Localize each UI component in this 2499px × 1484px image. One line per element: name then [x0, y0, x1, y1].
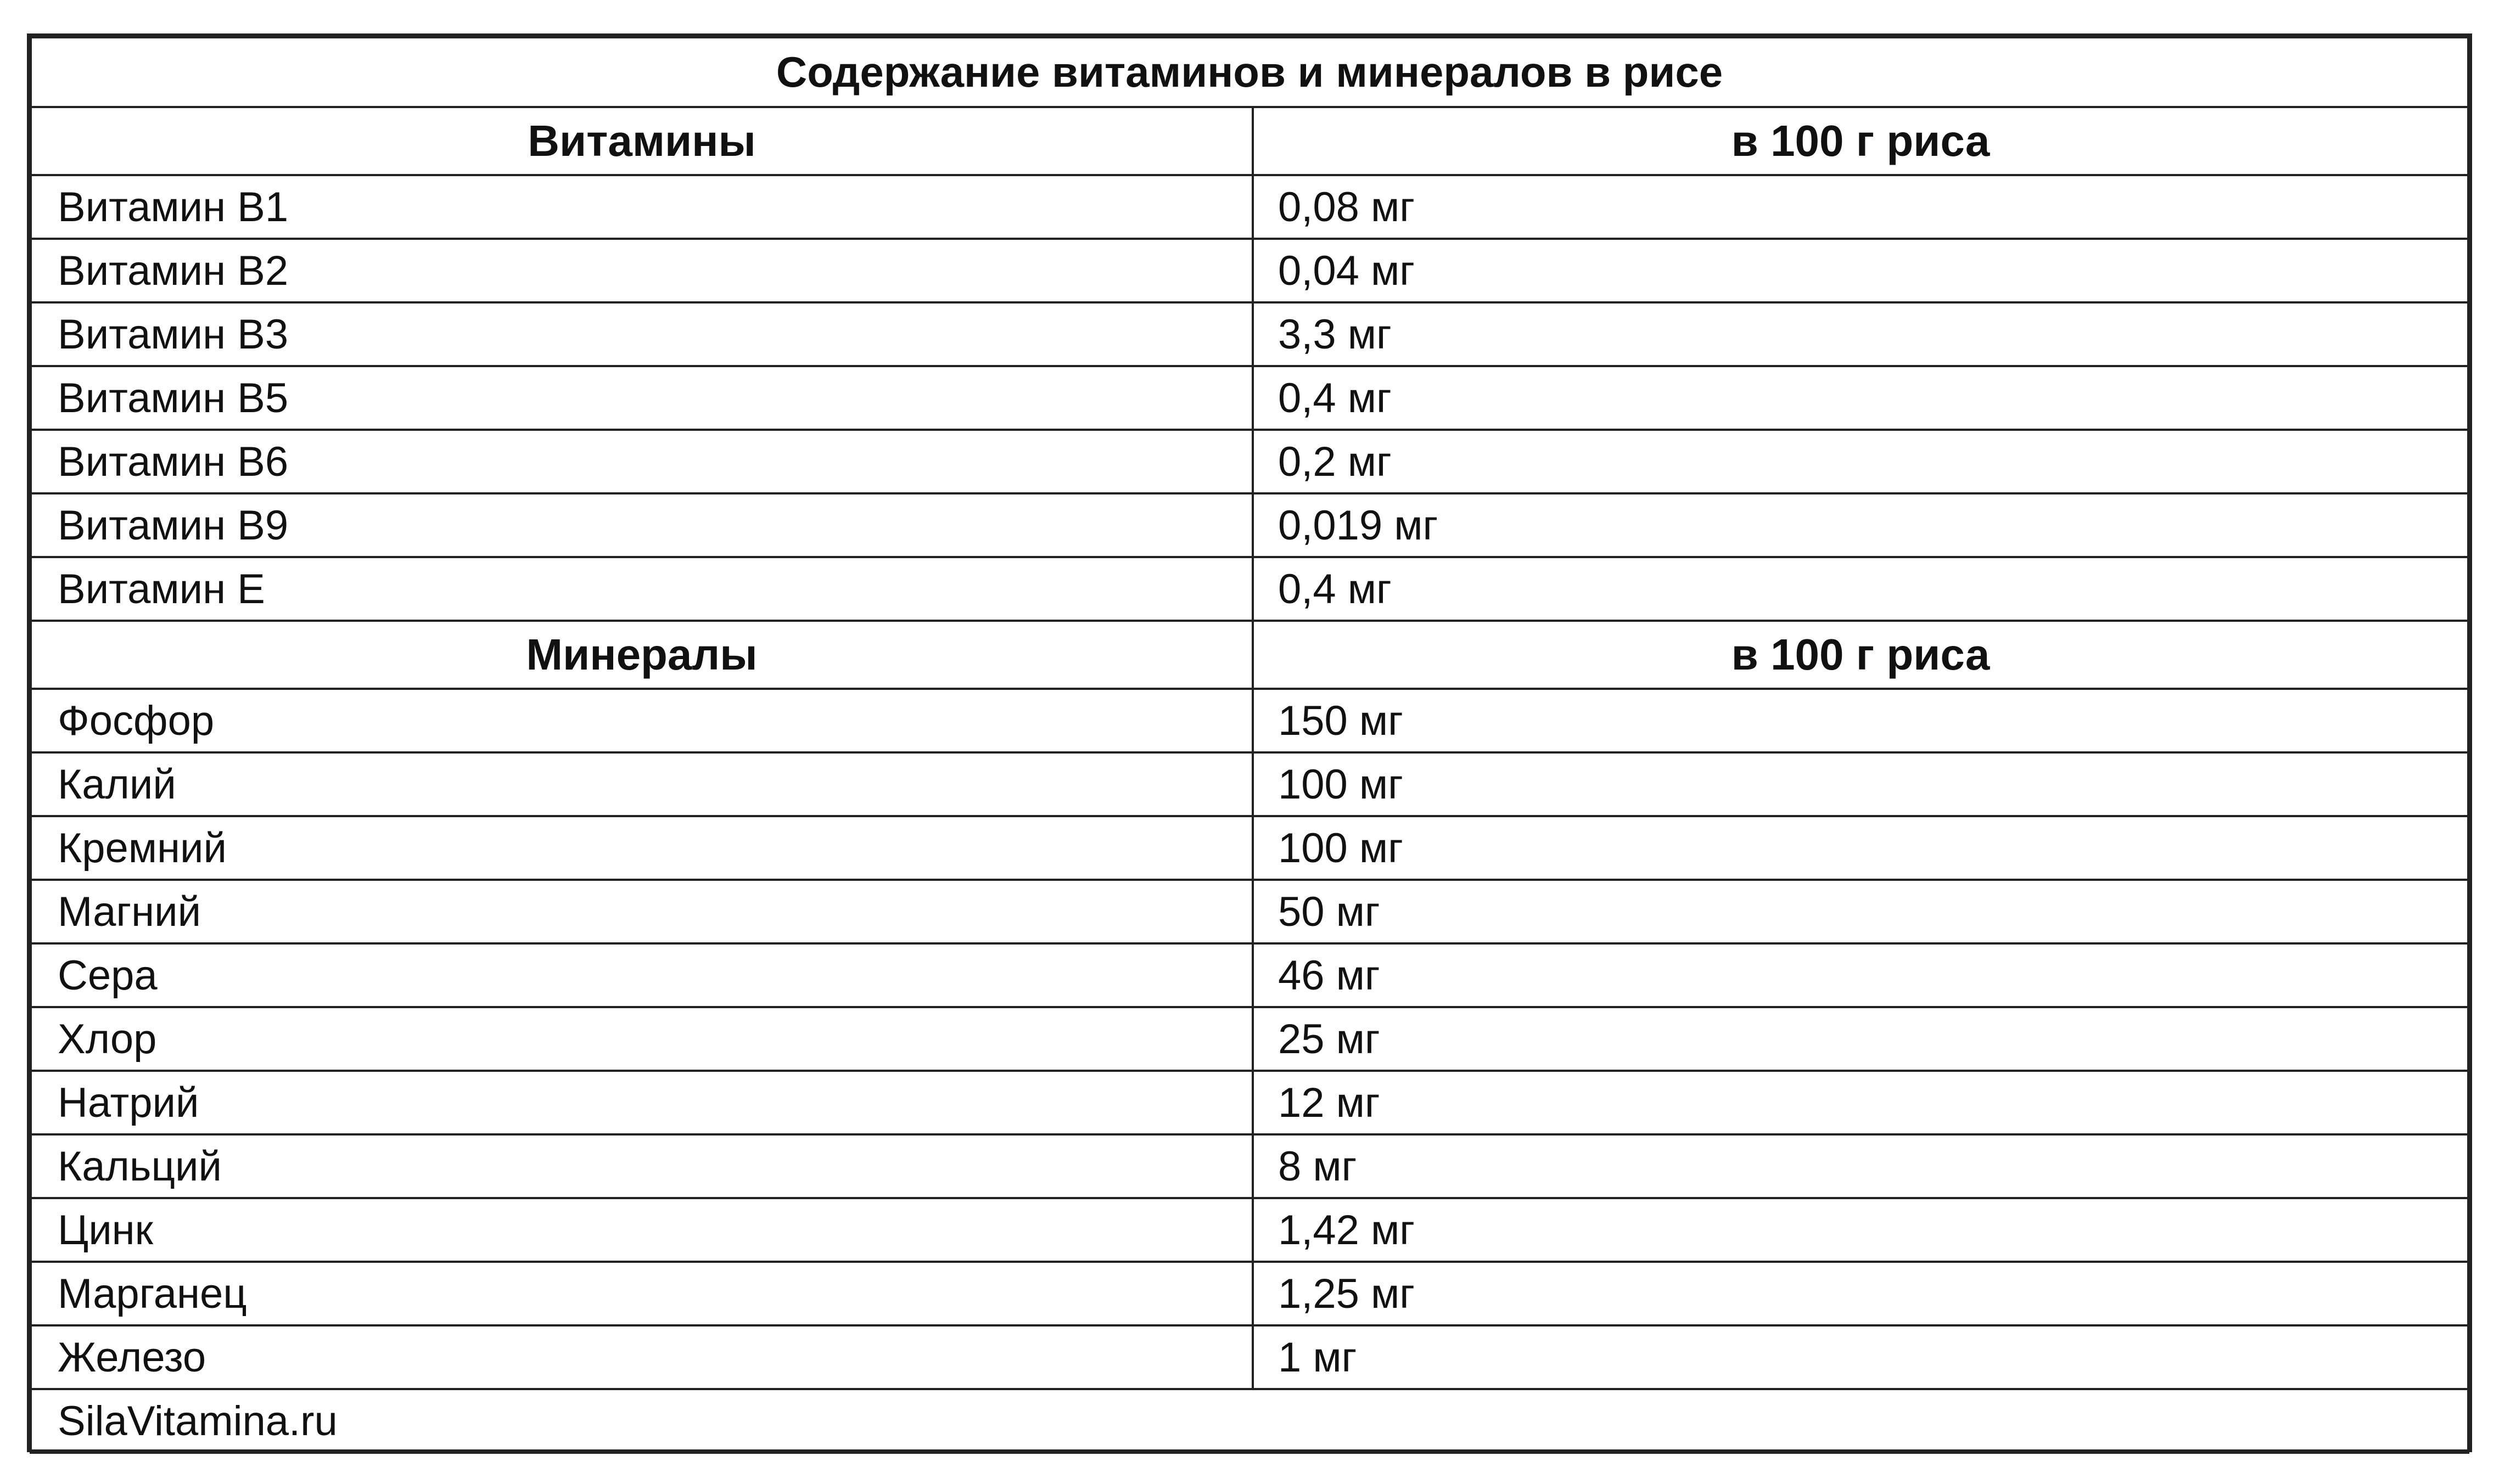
table-row	[31, 689, 2468, 752]
mineral-name: Цинк	[31, 1198, 1253, 1262]
minerals-header-name: Минералы	[31, 621, 1253, 689]
mineral-amount: 50 мг	[1253, 880, 2468, 943]
mineral-amount: 100 мг	[1253, 752, 2468, 816]
table-row	[31, 430, 2468, 493]
table-row	[31, 880, 2468, 943]
vitamin-amount: 0,4 мг	[1253, 557, 2468, 621]
table-row	[31, 816, 2468, 880]
mineral-name: Натрий	[31, 1071, 1253, 1134]
vitamin-name: Витамин В3	[31, 302, 1253, 366]
mineral-name: Магний	[31, 880, 1253, 943]
mineral-amount: 25 мг	[1253, 1007, 2468, 1071]
table-row	[31, 1325, 2468, 1389]
vitamin-name: Витамин В6	[31, 430, 1253, 493]
mineral-name: Хлор	[31, 1007, 1253, 1071]
table-row	[31, 493, 2468, 557]
table-row	[31, 1198, 2468, 1262]
vitamins-header-name: Витамины	[31, 107, 1253, 175]
vitamin-name: Витамин В1	[31, 175, 1253, 239]
table-row	[31, 175, 2468, 239]
table-title-row	[31, 37, 2468, 107]
mineral-name: Железо	[31, 1325, 1253, 1389]
vitamin-name: Витамин В2	[31, 239, 1253, 302]
vitamin-amount: 0,04 мг	[1253, 239, 2468, 302]
vitamin-amount: 0,019 мг	[1253, 493, 2468, 557]
minerals-header-row	[31, 621, 2468, 689]
table-row	[31, 1071, 2468, 1134]
vitamin-amount: 0,08 мг	[1253, 175, 2468, 239]
mineral-name: Калий	[31, 752, 1253, 816]
table-row	[31, 1134, 2468, 1198]
mineral-amount: 1,42 мг	[1253, 1198, 2468, 1262]
vitamin-amount: 0,2 мг	[1253, 430, 2468, 493]
source-row	[31, 1389, 2468, 1453]
mineral-name: Фосфор	[31, 689, 1253, 752]
vitamins-header-row	[31, 107, 2468, 175]
vitamin-amount: 0,4 мг	[1253, 366, 2468, 430]
mineral-name: Кремний	[31, 816, 1253, 880]
mineral-amount: 1 мг	[1253, 1325, 2468, 1389]
mineral-name: Марганец	[31, 1262, 1253, 1325]
table-title: Содержание витаминов и минералов в рисе	[31, 37, 2468, 107]
table-row	[31, 557, 2468, 621]
nutrition-table	[30, 36, 2469, 1454]
mineral-amount: 46 мг	[1253, 943, 2468, 1007]
table-row	[31, 239, 2468, 302]
mineral-amount: 12 мг	[1253, 1071, 2468, 1134]
vitamin-name: Витамин В9	[31, 493, 1253, 557]
source-text: SilaVitamina.ru	[31, 1389, 2468, 1453]
mineral-name: Сера	[31, 943, 1253, 1007]
vitamin-name: Витамин Е	[31, 557, 1253, 621]
mineral-amount: 150 мг	[1253, 689, 2468, 752]
mineral-name: Кальций	[31, 1134, 1253, 1198]
mineral-amount: 1,25 мг	[1253, 1262, 2468, 1325]
table-row	[31, 752, 2468, 816]
mineral-amount: 100 мг	[1253, 816, 2468, 880]
table-row	[31, 302, 2468, 366]
vitamin-amount: 3,3 мг	[1253, 302, 2468, 366]
table-row	[31, 366, 2468, 430]
minerals-header-amount: в 100 г риса	[1253, 621, 2468, 689]
nutrition-table-container	[27, 33, 2472, 1452]
mineral-amount: 8 мг	[1253, 1134, 2468, 1198]
vitamins-header-amount: в 100 г риса	[1253, 107, 2468, 175]
table-row	[31, 1262, 2468, 1325]
table-row	[31, 1007, 2468, 1071]
vitamin-name: Витамин В5	[31, 366, 1253, 430]
table-row	[31, 943, 2468, 1007]
